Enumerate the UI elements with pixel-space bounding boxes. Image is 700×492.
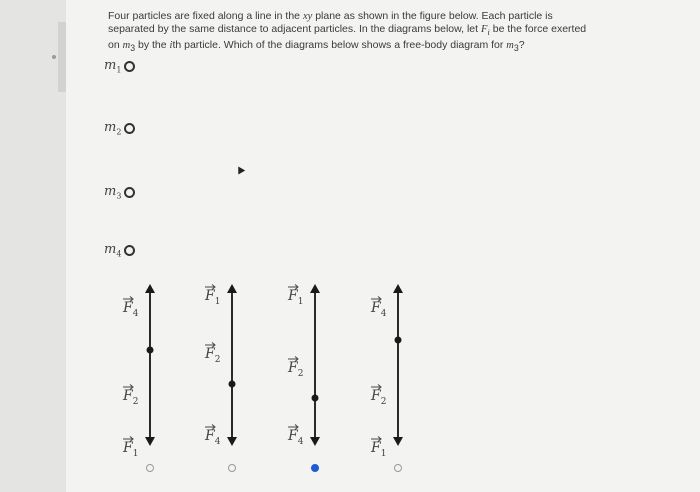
question-part: by the [135, 39, 170, 52]
option-radio-2[interactable] [229, 465, 236, 472]
particle-label: $m_1$ [104, 58, 122, 75]
force-label: $F_2$ [371, 388, 387, 407]
plane-symbol: xy [302, 11, 313, 22]
force-label: $F_4$ [205, 428, 221, 447]
mass-symbol: m [122, 40, 131, 52]
force-label: $F_1$ [288, 288, 304, 307]
particle-dot [395, 337, 402, 344]
particle-dot [229, 381, 236, 388]
force-label: $F_4$ [123, 300, 139, 319]
option-radio-3[interactable] [312, 465, 319, 472]
arrow-down-icon [227, 437, 237, 446]
particle-label: $m_3$ [104, 184, 122, 201]
particle-dot [147, 347, 154, 354]
particle-label: $m_4$ [104, 242, 122, 259]
arrow-up-icon [310, 284, 320, 293]
arrow-up-icon [393, 284, 403, 293]
arrow-up-icon [145, 284, 155, 293]
force-label: $F_1$ [205, 288, 221, 307]
option-radio-4[interactable] [395, 465, 402, 472]
arrow-down-icon [145, 437, 155, 446]
arrow-down-icon [310, 437, 320, 446]
question-part: ? [518, 39, 525, 52]
force-label: $F_2$ [288, 360, 304, 379]
force-index: i [487, 27, 490, 38]
particle-dot [312, 395, 319, 402]
mass-symbol: m [506, 40, 514, 52]
force-label: $F_2$ [205, 346, 221, 365]
particle-label: $m_2$ [104, 120, 122, 137]
question-part: plane as shown in the figure below. Each particle is separated by the same distance to adjacent particles. In the diagrams below, let [108, 10, 553, 35]
question-part: Four particles are fixed along a line in the [108, 10, 303, 22]
force-symbol: F [480, 24, 488, 35]
mass-index: 3 [513, 43, 519, 54]
question-part: th particle. Which of the diagrams below shows a free-body diagram for [172, 39, 507, 52]
force-label: $F_4$ [288, 428, 304, 447]
force-label: $F_2$ [123, 388, 139, 407]
question-part: be the force exerted on [108, 23, 587, 52]
force-label: $F_4$ [371, 300, 387, 319]
ith-symbol: i [169, 40, 173, 52]
force-label: $F_1$ [123, 440, 139, 459]
option-radio-1[interactable] [147, 465, 154, 472]
arrow-up-icon [227, 284, 237, 293]
force-label: $F_1$ [371, 440, 387, 459]
mass-index: 3 [130, 43, 136, 54]
arrow-down-icon [393, 437, 403, 446]
